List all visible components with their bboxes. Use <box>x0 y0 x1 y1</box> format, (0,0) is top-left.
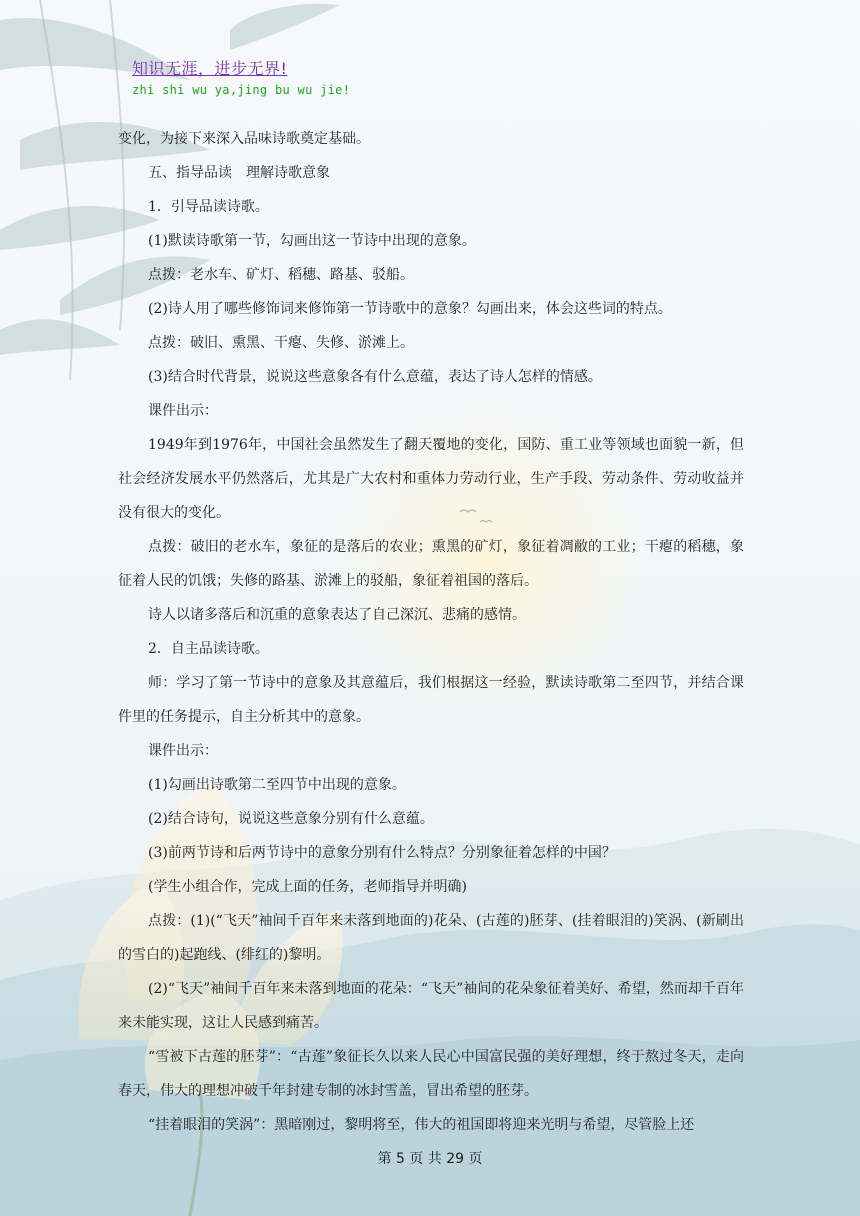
paragraph: 师：学习了第一节诗中的意象及其意蕴后，我们根据这一经验，默读诗歌第二至四节，并结合课件里的任务提示，自主分析其中的意象。 <box>118 675 744 725</box>
paragraph: 点拨：破旧、熏黑、干瘪、失修、淤滩上。 <box>148 335 414 351</box>
document-body <box>118 122 744 1142</box>
paragraph: (3)前两节诗和后两节诗中的意象分别有什么特点？分别象征着怎样的中国？ <box>148 845 616 861</box>
paragraph: (2)“飞天”袖间千百年来未落到地面的花朵：“飞天”袖间的花朵象征着美好、希望，然而却千百年来未能实现，这让人民感到痛苦。 <box>118 981 744 1031</box>
paragraph: (2)结合诗句，说说这些意象分别有什么意蕴。 <box>148 811 434 827</box>
paragraph: 点拨：老水车、矿灯、稻穗、路基、驳船。 <box>148 267 414 283</box>
paragraph: (1)勾画出诗歌第二至四节中出现的意象。 <box>148 777 406 793</box>
header <box>132 56 350 97</box>
header-motto: 知识无涯，进步无界! <box>132 59 288 78</box>
paragraph: 变化，为接下来深入品味诗歌奠定基础。 <box>118 131 370 147</box>
paragraph: 点拨：(1)(“飞天”袖间千百年来未落到地面的)花朵、(古莲的)胚芽、(挂着眼泪的)笑涡、(新刷出的雪白的)起跑线、(绯红的)黎明。 <box>118 913 744 963</box>
paragraph: 点拨：破旧的老水车，象征的是落后的农业；熏黑的矿灯，象征着凋敝的工业；干瘪的稻穗，象征着人民的饥饿；失修的路基、淤滩上的驳船，象征着祖国的落后。 <box>118 539 744 589</box>
paragraph: (2)诗人用了哪些修饰词来修饰第一节诗歌中的意象？勾画出来，体会这些词的特点。 <box>148 301 672 317</box>
page-number: 第 5 页 共 29 页 <box>377 1151 483 1167</box>
paragraph: “挂着眼泪的笑涡”：黑暗刚过，黎明将至，伟大的祖国即将迎来光明与希望，尽管脸上还 <box>148 1117 695 1133</box>
paragraph: (1)默读诗歌第一节，勾画出这一节诗中出现的意象。 <box>148 233 476 249</box>
subsection-heading: 1．引导品读诗歌。 <box>148 199 269 215</box>
section-heading: 五、指导品读 理解诗歌意象 <box>148 165 330 181</box>
paragraph: 课件出示： <box>148 743 218 759</box>
paragraph: 诗人以诸多落后和沉重的意象表达了自己深沉、悲痛的感情。 <box>148 607 526 623</box>
paragraph: “雪被下古莲的胚芽”：“古莲”象征长久以来人民心中国富民强的美好理想，终于熬过冬天，走向春天，伟大的理想冲破千年封建专制的冰封雪盖，冒出希望的胚芽。 <box>118 1049 744 1099</box>
paragraph: (学生小组合作，完成上面的任务，老师指导并明确) <box>148 879 467 895</box>
header-pinyin: zhi shi wu ya,jing bu wu jie! <box>132 83 351 97</box>
subsection-heading: 2．自主品读诗歌。 <box>148 641 269 657</box>
paragraph: (3)结合时代背景，说说这些意象各有什么意蕴，表达了诗人怎样的情感。 <box>148 369 602 385</box>
paragraph: 课件出示： <box>148 403 218 419</box>
paragraph: 1949年到1976年，中国社会虽然发生了翻天覆地的变化，国防、重工业等领域也面貌一新，但社会经济发展水平仍然落后，尤其是广大农村和重体力劳动行业，生产手段、劳动条件、劳动收益并没有很大的变化。 <box>118 437 744 521</box>
